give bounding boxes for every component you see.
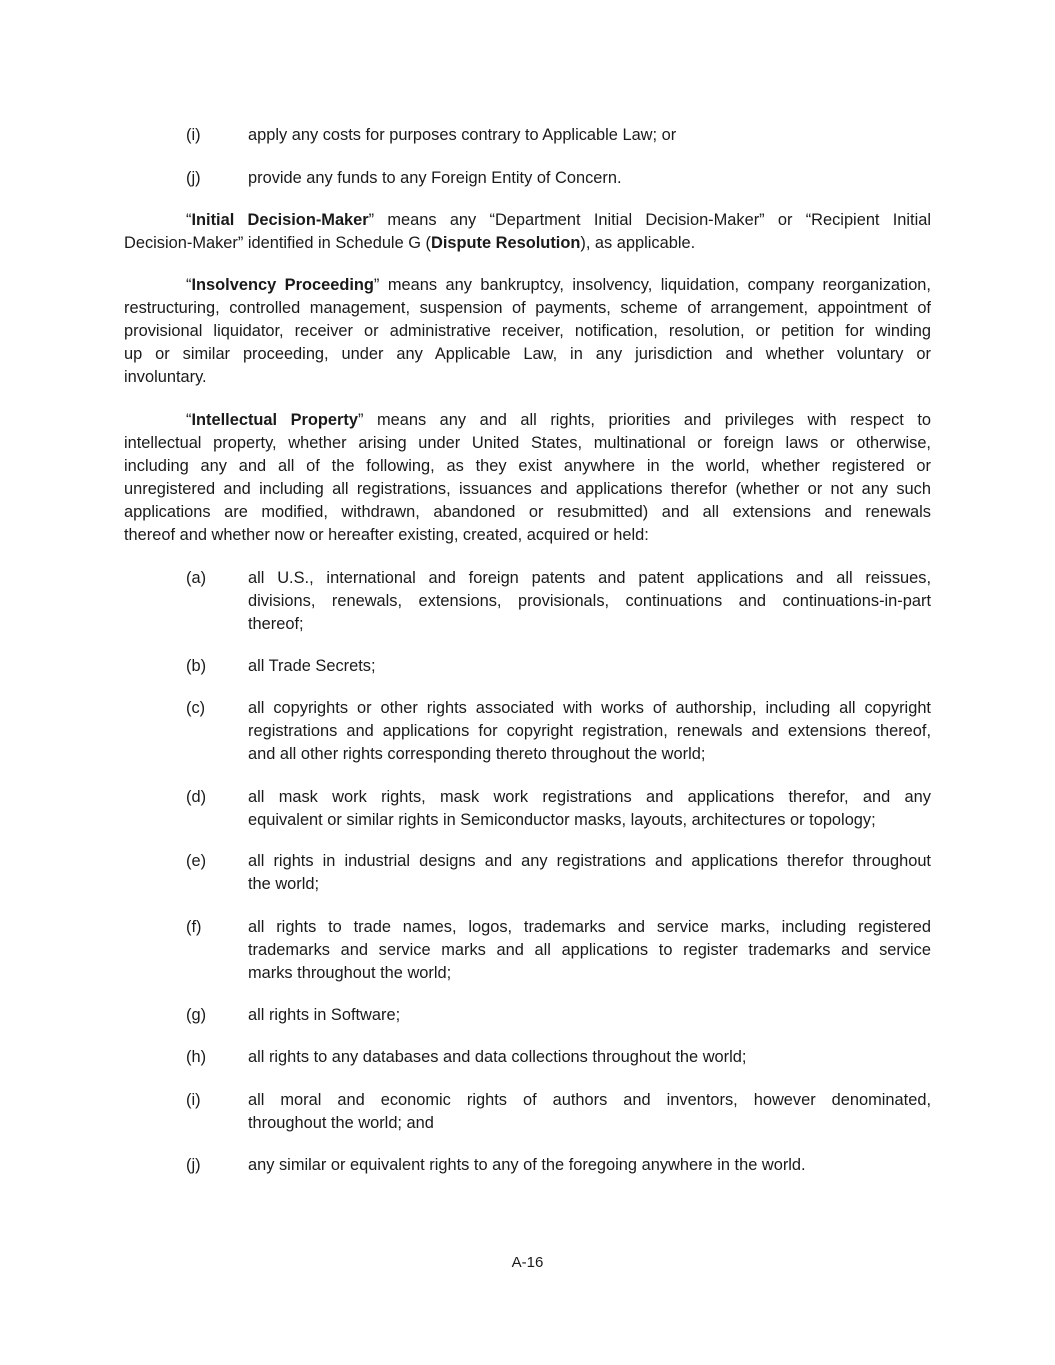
item-text: all Trade Secrets; <box>248 657 376 675</box>
item-label: (c) <box>186 699 206 717</box>
item-label: (i) <box>186 126 201 144</box>
item-label: (j) <box>186 169 201 187</box>
defined-term: Initial Decision-Maker <box>191 211 369 229</box>
item-text: all rights in Software; <box>248 1006 401 1024</box>
definition-insolvency-proceeding: “Insolvency Proceeding” means any bankruptcy, insolvency, liquidation, company reorganization, restructuring, controlled management, suspension of payments, scheme of arrangement, appointment of provisional liquidator, receiver or administrative receiver, notification, resolution, or petition for winding up or similar proceeding, under any Applicable Law, in any jurisdiction and whether voluntary or involuntary. <box>124 276 931 386</box>
item-label: (f) <box>186 918 202 936</box>
cross-reference: Dispute Resolution <box>431 234 581 252</box>
item-label: (h) <box>186 1048 207 1066</box>
item-label: (b) <box>186 657 207 675</box>
item-label: (a) <box>186 569 207 587</box>
item-label: (e) <box>186 852 207 870</box>
item-text: apply any costs for purposes contrary to Applicable Law; or <box>248 126 677 144</box>
item-text: all U.S., international and foreign patents and patent applications and all reissues, divisions, renewals, extensions, provisionals, continuations and continuations-in-part thereof; <box>248 569 931 633</box>
item-label: (i) <box>186 1091 201 1109</box>
definition-initial-decision-maker: “Initial Decision-Maker” means any “Department Initial Decision-Maker” or “Recipient Initial Decision-Maker” identified in Schedule G (Dispute Resolution), as applicable. <box>124 211 931 252</box>
item-text: all moral and economic rights of authors and inventors, however denominated, throughout the world; and <box>248 1091 931 1132</box>
item-text: all rights to trade names, logos, trademarks and service marks, including registered trademarks and service marks and all applications to register trademarks and service marks throughout the world; <box>248 918 931 982</box>
page-number: A-16 <box>511 1254 544 1271</box>
item-text: all copyrights or other rights associated with works of authorship, including all copyright registrations and applications for copyright registration, renewals and extensions thereof, and all other rights corresponding thereto throughout the world; <box>248 699 931 763</box>
item-label: (g) <box>186 1006 207 1024</box>
item-text: all rights to any databases and data collections throughout the world; <box>248 1048 747 1066</box>
defined-term: Intellectual Property <box>191 411 358 429</box>
item-text: provide any funds to any Foreign Entity of Concern. <box>248 169 622 187</box>
item-text: all mask work rights, mask work registrations and applications therefor, and any equivalent or similar rights in Semiconductor masks, layouts, architectures or topology; <box>248 788 931 829</box>
defined-term: Insolvency Proceeding <box>191 276 374 294</box>
item-label: (d) <box>186 788 207 806</box>
item-text: all rights in industrial designs and any registrations and applications therefor throughout the world; <box>248 852 931 893</box>
definition-intellectual-property: “Intellectual Property” means any and all rights, priorities and privileges with respect to intellectual property, whether arising under United States, multinational or foreign laws or otherwise, including any and all of the following, as they exist anywhere in the world, whether registered or unregistered and including all registrations, issuances and applications therefor (whether or not any such applications are modified, withdrawn, abandoned or resubmitted) and all extensions and renewals thereof and whether now or hereafter existing, created, acquired or held: <box>124 411 932 544</box>
item-label: (j) <box>186 1156 201 1174</box>
item-text: any similar or equivalent rights to any of the foregoing anywhere in the world. <box>248 1156 806 1174</box>
